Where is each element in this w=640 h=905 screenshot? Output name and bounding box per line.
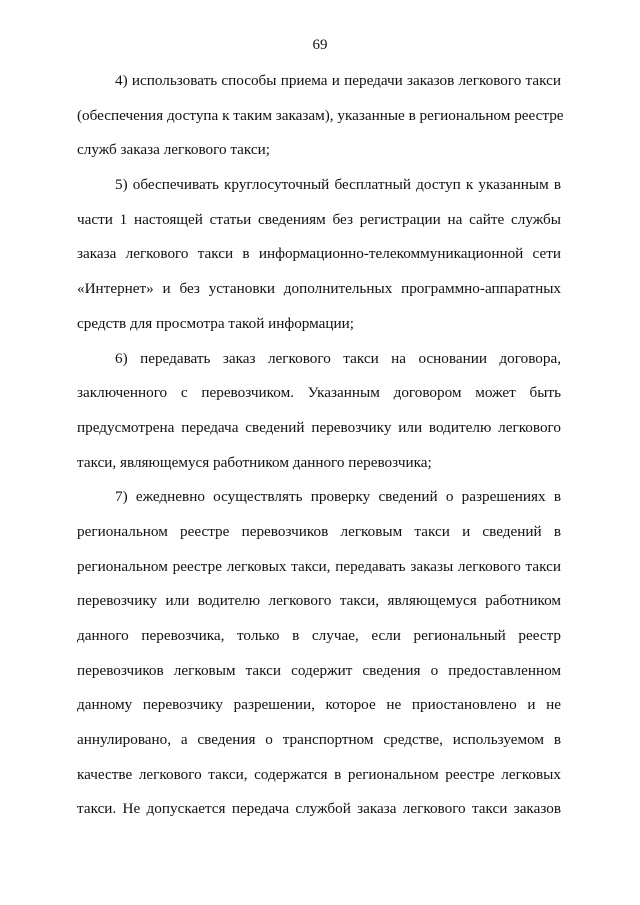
document-body — [77, 64, 564, 827]
paragraph-item-4 — [77, 64, 564, 168]
text-line: (обеспечения доступа к таким заказам), указанные в региональном реестре — [77, 106, 564, 124]
text-line: заказа легкового такси в информационно-телекоммуникационной сети — [77, 245, 561, 263]
text-line: 7) ежедневно осуществлять проверку сведений о разрешениях в — [115, 488, 561, 506]
text-line: средств для просмотра такой информации; — [77, 314, 355, 332]
text-line: предусмотрена передача сведений перевозчику или водителю легкового — [77, 418, 561, 436]
text-line: региональном реестре перевозчиков легковым такси и сведений в — [77, 522, 561, 540]
text-line: служб заказа легкового такси; — [77, 141, 271, 159]
text-line: 5) обеспечивать круглосуточный бесплатный доступ к указанным в — [115, 176, 561, 194]
text-line: 6) передавать заказ легкового такси на основании договора, — [115, 349, 561, 367]
text-line: региональном реестре легковых такси, передавать заказы легкового такси — [77, 557, 561, 575]
text-line: данного перевозчика, только в случае, если региональный реестр — [77, 627, 561, 644]
page-number: 69 — [312, 37, 328, 53]
text-line: части 1 настоящей статьи сведениям без регистрации на сайте службы — [77, 210, 561, 228]
text-line: перевозчиков легковым такси содержит сведения о предоставленном — [77, 661, 561, 679]
text-line: «Интернет» и без установки дополнительных программно-аппаратных — [77, 280, 561, 298]
text-line: такси. Не допускается передача службой заказа легкового такси заказов — [77, 800, 561, 818]
paragraph-item-6 — [77, 342, 561, 481]
text-line: перевозчику или водителю легкового такси, являющемуся работником — [77, 592, 561, 610]
text-line: аннулировано, а сведения о транспортном средстве, используемом в — [77, 731, 561, 749]
text-line: качестве легкового такси, содержатся в региональном реестре легковых — [77, 765, 561, 783]
text-line: 4) использовать способы приема и передачи заказов легкового такси — [115, 72, 561, 89]
text-line: заключенного с перевозчиком. Указанным договором может быть — [77, 384, 561, 402]
paragraph-item-7 — [77, 480, 561, 827]
paragraph-item-5 — [77, 168, 561, 341]
text-line: данному перевозчику разрешении, которое не приостановлено и не — [77, 696, 561, 714]
text-line: такси, являющемуся работником данного перевозчика; — [77, 453, 432, 471]
